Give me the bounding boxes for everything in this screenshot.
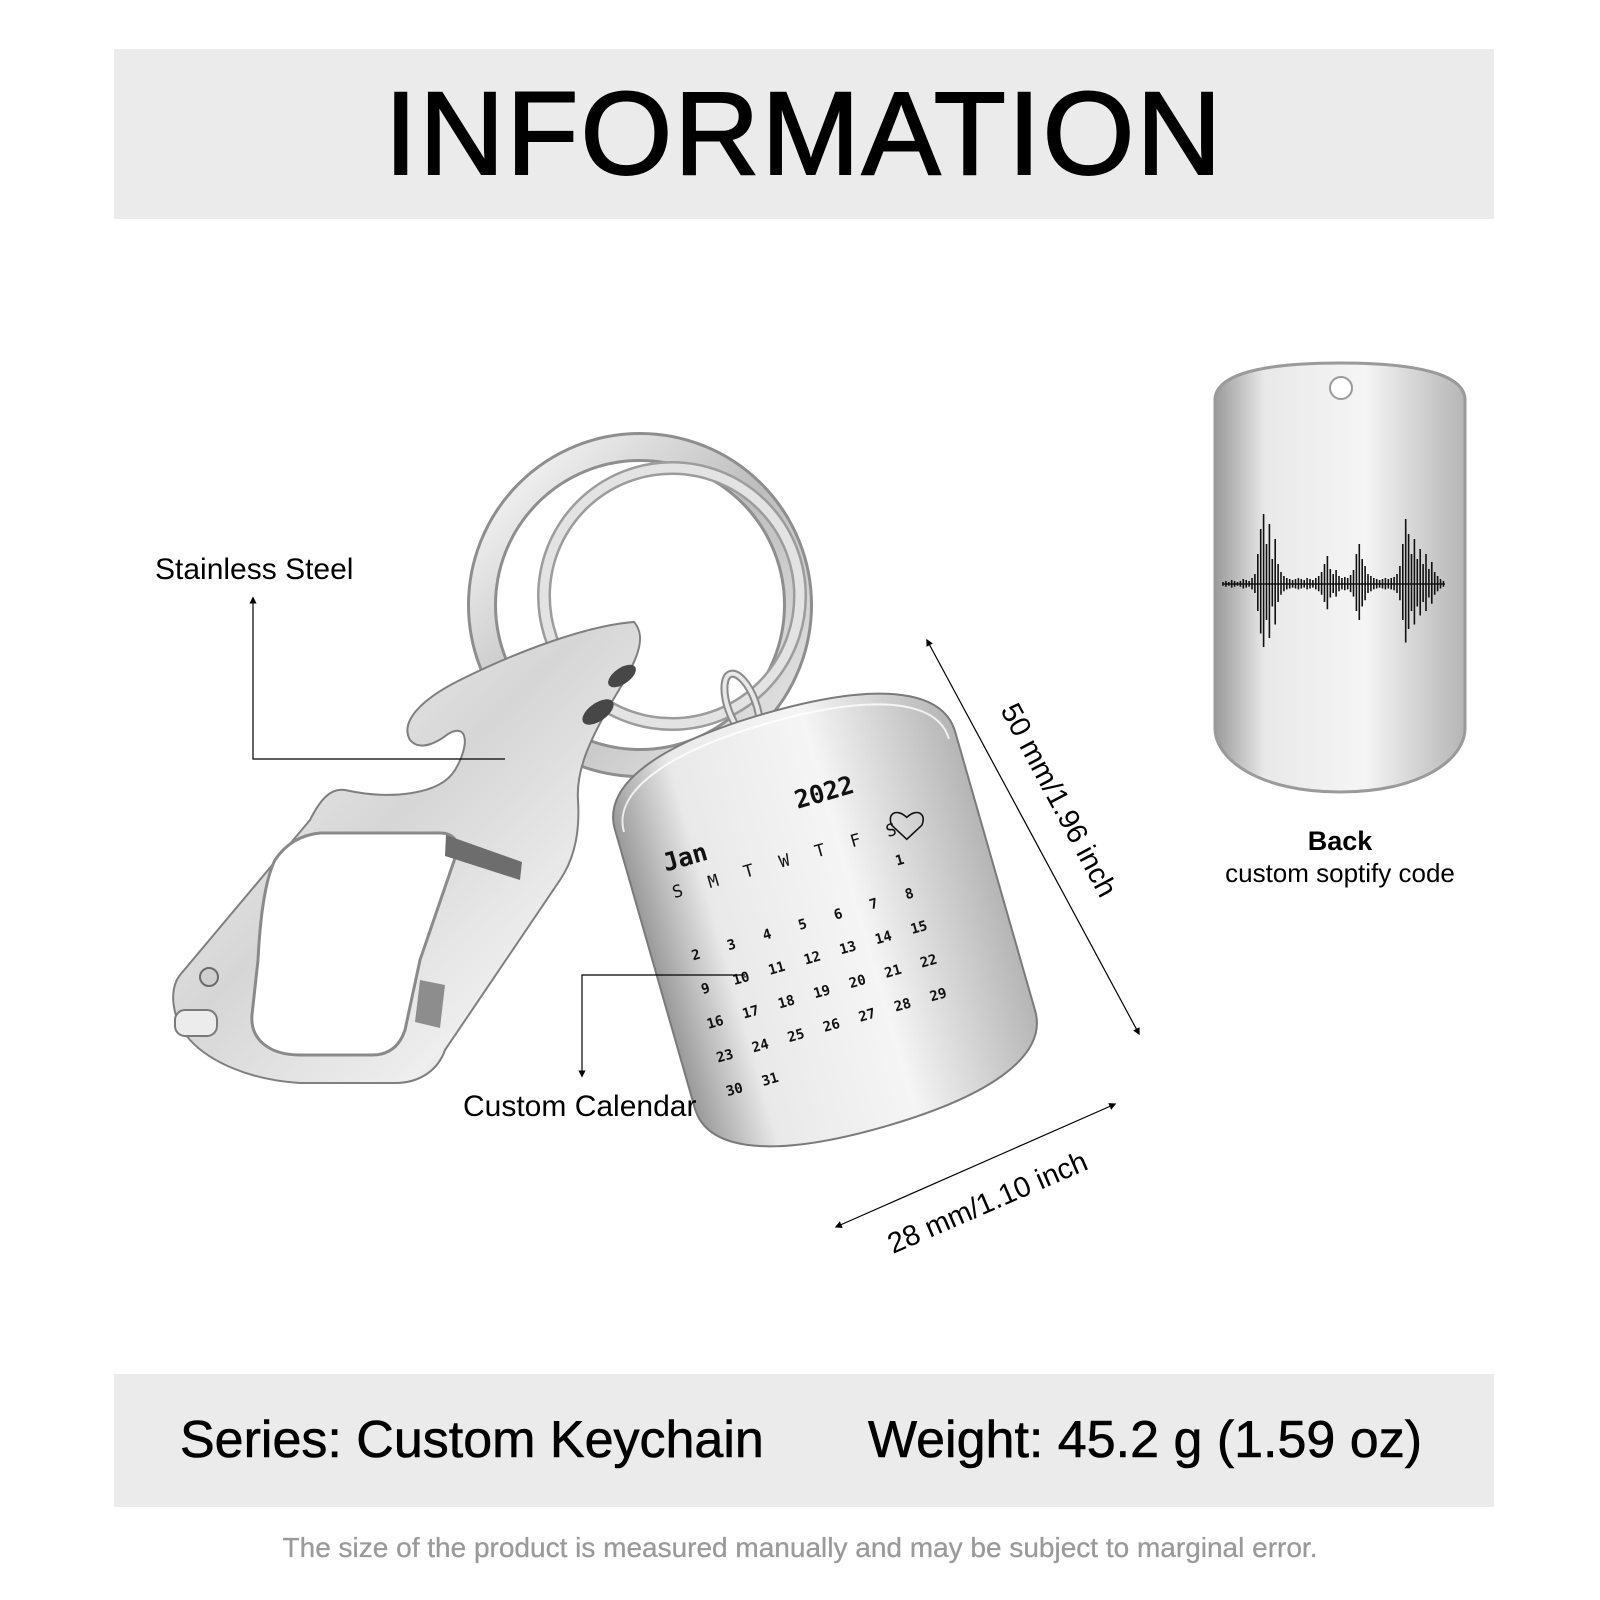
calendar-label: Custom Calendar [463, 1090, 697, 1123]
calendar-day: 31 [759, 1069, 781, 1090]
carabiner-bottle-opener [173, 622, 640, 1083]
calendar-day: 2 [689, 946, 703, 965]
specs-banner [114, 1374, 1494, 1507]
calendar-day: 16 [705, 1012, 726, 1033]
back-subtitle: custom soptify code [1225, 858, 1455, 888]
calendar-day: 27 [856, 1005, 878, 1026]
calendar-day: 6 [832, 905, 845, 924]
height-dimension-label: 50 mm/1.96 inch [993, 698, 1123, 903]
calendar-day: 17 [740, 1002, 762, 1023]
calendar-day: 19 [811, 982, 833, 1003]
calendar-weekday: T [812, 840, 828, 863]
calendar-day: 3 [725, 936, 738, 955]
weight-spec: Weight: 45.2 g (1.59 oz) [868, 1411, 1423, 1469]
back-title: Back [1307, 826, 1373, 856]
calendar-day: 14 [873, 928, 894, 949]
calendar-weekday: S [883, 819, 899, 842]
calendar-weekday: W [776, 850, 793, 873]
calendar-day: 15 [908, 917, 930, 939]
calendar-day: 24 [750, 1036, 771, 1057]
calendar-weekday: F [848, 830, 864, 853]
calendar-day: 20 [847, 972, 868, 993]
calendar-weekday: T [741, 860, 757, 883]
series-spec: Series: Custom Keychain [180, 1411, 764, 1469]
calendar-day: 21 [882, 961, 904, 982]
calendar-year: 2022 [791, 770, 858, 815]
back-tag [1215, 363, 1465, 792]
calendar-day: 12 [802, 948, 823, 969]
width-dimension-label: 28 mm/1.10 inch [883, 1145, 1093, 1261]
material-label: Stainless Steel [155, 553, 354, 586]
page-title: INFORMATION [384, 68, 1224, 200]
calendar-day: 22 [918, 951, 940, 972]
calendar-day: 4 [760, 926, 774, 944]
calendar-weekday: S [670, 881, 686, 904]
calendar-day-highlighted: 8 [903, 885, 916, 904]
calendar-day: 29 [928, 985, 949, 1006]
calendar-day: 13 [837, 938, 859, 959]
calendar-month: Jan [659, 837, 711, 878]
disclaimer-note: The size of the product is measured manually and may be subject to marginal error. [282, 1532, 1318, 1563]
calendar-day: 9 [699, 980, 712, 999]
calendar-day: 7 [867, 895, 881, 914]
calendar-day: 25 [785, 1026, 807, 1047]
calendar-day: 28 [892, 995, 914, 1016]
calendar-day: 1 [893, 851, 907, 870]
calendar-day: 10 [730, 968, 752, 989]
calendar-weekday: M [705, 870, 722, 893]
calendar-day: 5 [796, 916, 810, 934]
calendar-day: 23 [714, 1046, 736, 1067]
calendar-day: 26 [821, 1015, 842, 1036]
calendar-day: 11 [766, 958, 788, 979]
calendar-day: 18 [776, 992, 797, 1013]
calendar-day: 30 [724, 1080, 745, 1101]
